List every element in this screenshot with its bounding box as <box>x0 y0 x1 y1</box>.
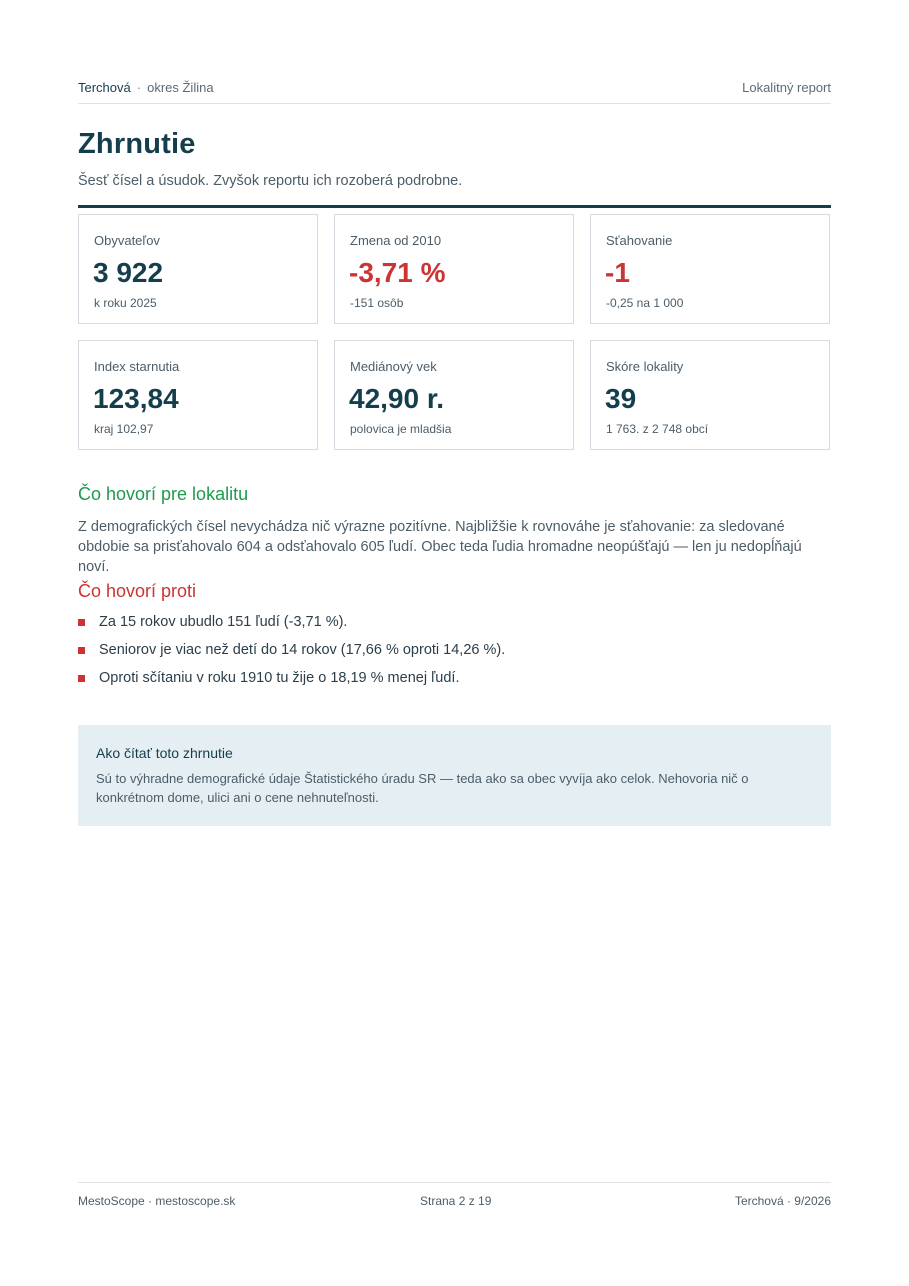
header-location <box>78 80 214 95</box>
stat-note: -0,25 na 1 000 <box>606 296 684 310</box>
list-item-text: Seniorov je viac než detí do 14 rokov (17,66 % oproti 14,26 %). <box>99 642 506 658</box>
stat-note: polovica je mladšia <box>350 422 452 436</box>
con-list <box>78 614 831 698</box>
page-footer <box>78 1182 831 1208</box>
stat-label: Zmena od 2010 <box>350 233 442 248</box>
stat-card-aging-index <box>78 340 318 450</box>
stat-label: Sťahovanie <box>606 233 673 248</box>
list-item <box>78 670 831 698</box>
header-place: Terchová <box>78 80 131 95</box>
stat-card-change <box>334 214 574 324</box>
pro-paragraph: Z demografických čísel nevychádza nič výrazne pozitívne. Najbližšie k rovnováhe je sťahovanie: za sledované obdobie sa prisťahovalo 604 a odsťahovalo 605 ľudí. Obec teda ľudia hromadne neopúšťajú — len ju nedopĺňajú noví. <box>78 519 802 575</box>
title-divider <box>78 205 831 208</box>
info-text: Sú to výhradne demografické údaje Štatistického úradu SR — teda ako sa obec vyvíja ako celok. Nehovoria nič o konkrétnom dome, ulici ani o cene nehnuteľnosti. <box>96 771 749 805</box>
header-report-type: Lokalitný report <box>742 80 831 95</box>
stat-card-locality-score <box>590 340 830 450</box>
stat-label: Index starnutia <box>94 359 180 374</box>
info-title: Ako čítať toto zhrnutie <box>96 745 233 761</box>
stat-value: -1 <box>605 257 630 288</box>
stat-card-median-age <box>334 340 574 450</box>
stat-label: Mediánový vek <box>350 359 437 374</box>
footer-page-number: Strana 2 z 19 <box>420 1194 492 1208</box>
info-box <box>78 725 831 826</box>
list-item <box>78 642 831 670</box>
header-separator: · <box>136 80 142 95</box>
report-page <box>78 0 831 1286</box>
stat-value: 123,84 <box>93 383 179 414</box>
stat-card-migration <box>590 214 830 324</box>
stat-label: Obyvateľov <box>94 233 160 248</box>
page-header <box>78 78 831 104</box>
list-item-text: Oproti sčítaniu v roku 1910 tu žije o 18,19 % menej ľudí. <box>99 670 460 686</box>
page-title: Zhrnutie <box>78 128 196 160</box>
pro-heading: Čo hovorí pre lokalitu <box>78 484 249 504</box>
stat-note: -151 osôb <box>350 296 404 310</box>
stat-note: kraj 102,97 <box>94 422 154 436</box>
con-heading: Čo hovorí proti <box>78 581 197 601</box>
stat-label: Skóre lokality <box>606 359 684 374</box>
stat-value: 3 922 <box>93 257 164 288</box>
square-bullet-icon <box>78 619 85 626</box>
page-subtitle: Šesť čísel a úsudok. Zvyšok reportu ich rozoberá podrobne. <box>78 173 463 189</box>
stat-card-population <box>78 214 318 324</box>
footer-edition: Terchová · 9/2026 <box>734 1194 831 1208</box>
square-bullet-icon <box>78 675 85 682</box>
footer-brand: MestoScope · mestoscope.sk <box>78 1194 236 1208</box>
stat-value: 39 <box>605 383 637 414</box>
square-bullet-icon <box>78 647 85 654</box>
stat-value: 42,90 r. <box>349 383 444 414</box>
stat-note: 1 763. z 2 748 obcí <box>606 422 709 436</box>
header-district: okres Žilina <box>147 80 214 95</box>
stat-value: -3,71 % <box>349 257 446 288</box>
list-item <box>78 614 831 642</box>
stat-note: k roku 2025 <box>94 296 157 310</box>
list-item-text: Za 15 rokov ubudlo 151 ľudí (-3,71 %). <box>99 614 348 630</box>
